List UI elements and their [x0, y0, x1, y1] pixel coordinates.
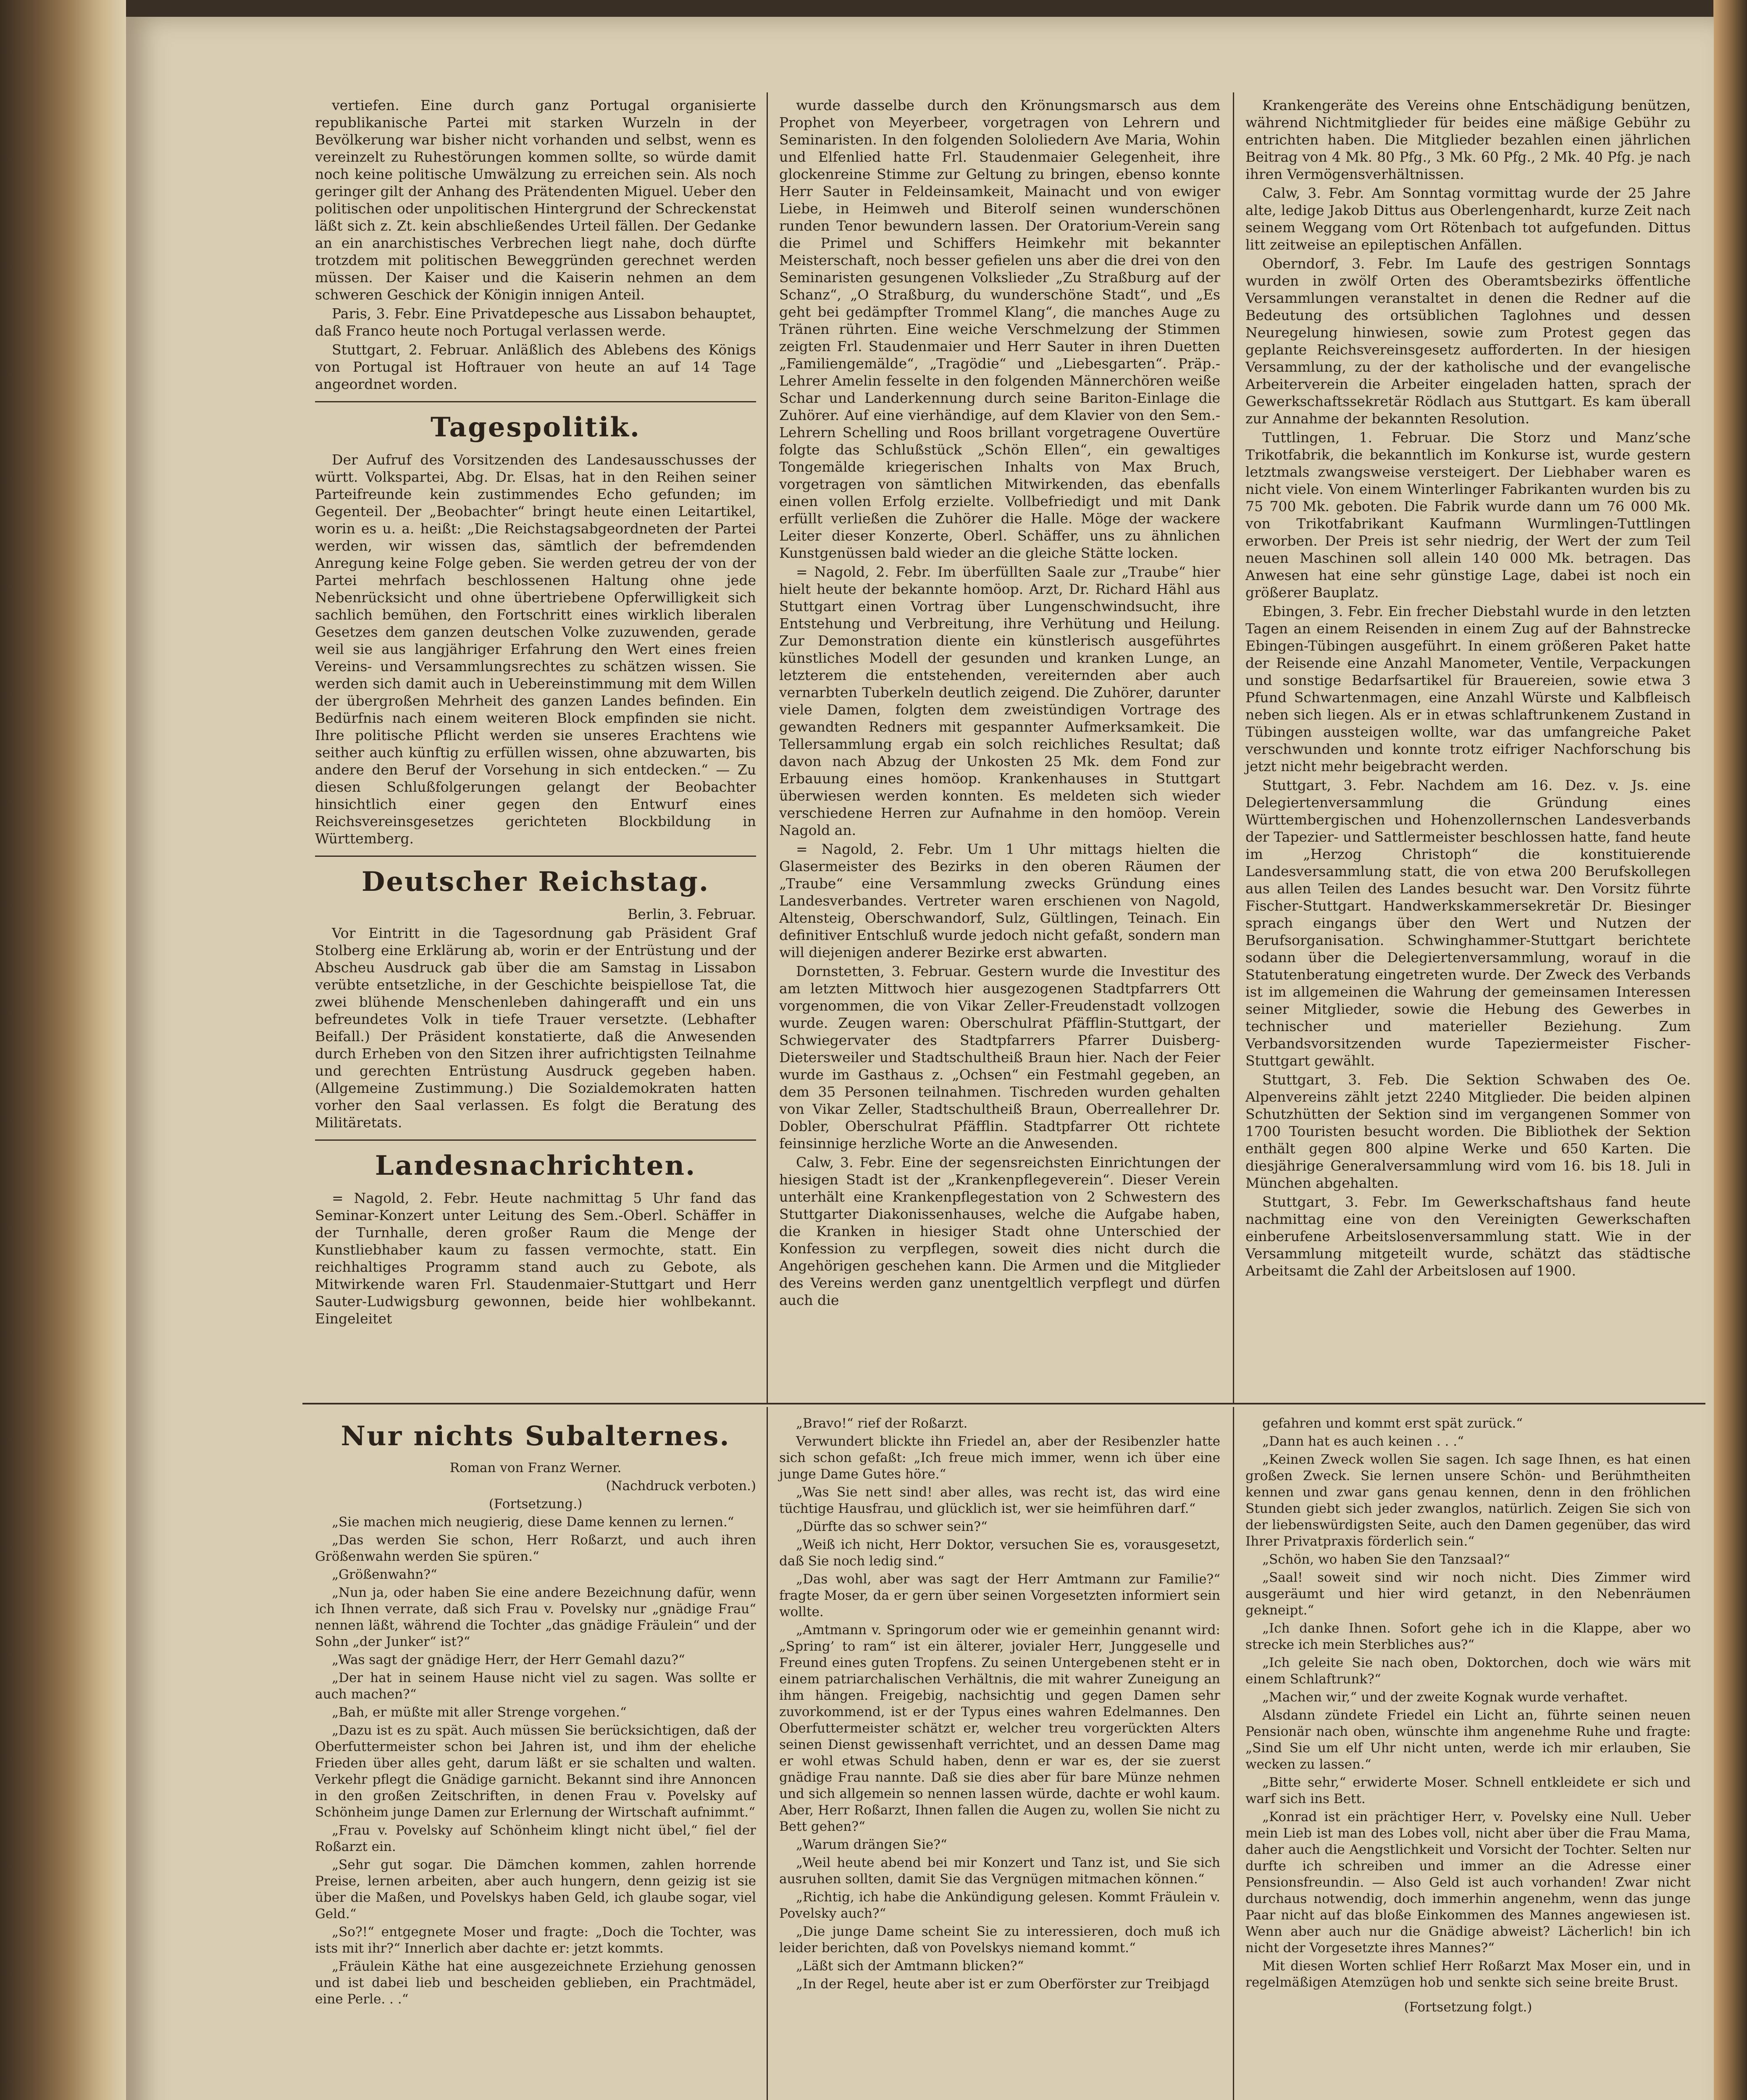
- column-rule: [767, 1407, 768, 2100]
- serial-paragraph: „Bravo!“ rief der Roßarzt.: [796, 1416, 968, 1431]
- section-heading-tagespolitik: Tagespolitik.: [430, 412, 641, 443]
- article-paragraph: Oberndorf, 3. Febr. Im Laufe des gestrigen Sonntags wurden in zwölf Orten des Oberamtsbezirks öffentliche Versammlungen veranstaltet in denen die Redner auf die Bedeutung des ortsüblichen Taglohnes und dessen Neuregelung hinwiesen, sowie zum Protest gegen das geplante Reichsvereinsgesetz aufforderten. In der hiesigen Versammlung, zu der der katholische und der evangelische Arbeiterverein die Arbeiter eingeladen hatten, sprach der Gewerkschaftssekretär Rödlach aus Stuttgart. Es kam überall zur Annahme der bekannten Resolution.: [1245, 255, 1691, 427]
- serial-paragraph: „Bah, er müßte mit aller Strenge vorgehen.“: [332, 1705, 627, 1720]
- serial-paragraph: „Amtmann v. Springorum oder wie er gemeinhin genannt wird: „Spring’ to ram“ ist ein älterer, jovialer Herr, Junggeselle und Freund eines guten Tropfens. Zu seinen Untergebenen steht er in einem patriarchalischen Verhältnis, die mit wahrer Zuneigung an ihm hängen. Freigebig, nachsichtig und gegen Damen sehr zuvorkommend, ist er der Typus eines wahren Edelmannes. Den Oberfuttermeister schätzt er, welcher treu vorgerückten Alters seinen Dienst gewissenhaft verrichtet, und an dessen Dame mag er wohl etwas Schuld haben, denn er war es, der sie zuerst gnädige Frau nannte. Daß sie dies aber für bare Münze nehmen und sich allgemein so nennen lassen würde, dachte er wohl kaum. Aber, Herr Roßarzt, Ihnen fallen die Augen zu, wollen Sie nicht zu Bett gehen?“: [779, 1622, 1220, 1834]
- serial-paragraph: „Weiß ich nicht, Herr Doktor, versuchen Sie es, vorausgesetzt, daß Sie noch ledig sind.“: [779, 1537, 1220, 1569]
- column-rule: [1233, 92, 1234, 1403]
- column-rule: [767, 92, 768, 1403]
- serial-paragraph: „Läßt sich der Amtmann blicken?“: [796, 1958, 1024, 1974]
- serial-paragraph: „Richtig, ich habe die Ankündigung gelesen. Kommt Fräulein v. Povelsky auch?“: [779, 1890, 1220, 1921]
- article-paragraph: Stuttgart, 3. Febr. Im Gewerkschaftshaus fand heute nachmittag eine von den Vereinigten Gewerkschaften einberufene Arbeitslosenversammlung statt. Wie in der Versammlung mitgeteilt wurde, schätzt das städtische Arbeitsamt die Zahl der Arbeitslosen auf 1900.: [1245, 1194, 1691, 1279]
- dateline: Berlin, 3. Februar.: [628, 906, 756, 922]
- serial-paragraph: „Dazu ist es zu spät. Auch müssen Sie berücksichtigen, daß der Oberfuttermeister schon bei Jahren ist, und ihm der eheliche Frieden über alles geht, darum läßt er sie schalten und walten. Verkehr pflegt die Gnädige garnicht. Bekannt sind ihre Annoncen in den großen Zeitschriften, in denen Frau v. Povelsky auf Schönheim junge Damen zur Erlernung der Wirtschaft aufnimmt.“: [315, 1723, 756, 1820]
- to-be-continued-note: (Fortsetzung folgt.): [1404, 2000, 1532, 2015]
- serial-paragraph: „Konrad ist ein prächtiger Herr, v. Povelsky eine Null. Ueber mein Lieb ist man des Lobes voll, nicht aber über die Frau Mama, daher auch die Aengstlichkeit und Vorsicht der Tochter. Selten nur durfte ich schreiben und immer an die Adresse einer Pensionsfreundin. — Also Geld ist auch vorhanden! Zwar nicht durchaus notwendig, doch immerhin angenehm, wenn das junge Paar nicht auf das bloße Einkommen des Mannes angewiesen ist. Wenn aber auch nur die Gnädige abweist? Lächerlich! bin ich nicht der Vorgesetzte ihres Mannes?“: [1245, 1809, 1691, 1956]
- serial-title: Nur nichts Subalternes.: [341, 1420, 730, 1452]
- article-paragraph: Stuttgart, 3. Feb. Die Sektion Schwaben des Oe. Alpenvereins zählt jetzt 2240 Mitglieder. Die beiden alpinen Schutzhütten der Sektion sind im vergangenen Sommer von 1700 Touristen besucht worden. Die Bibliothek der Sektion enthält gegen 800 alpine Werke und 650 Karten. Die diesjährige Generalversammlung wird vom 16. bis 18. Juli in München abgehalten.: [1245, 1071, 1691, 1191]
- serial-paragraph: „Sie machen mich neugierig, diese Dame kennen zu lernen.“: [332, 1515, 734, 1530]
- reprint-note: (Nachdruck verboten.): [606, 1478, 756, 1494]
- article-paragraph: wurde dasselbe durch den Krönungsmarsch aus dem Prophet von Meyerbeer, vorgetragen von Lehrern und Seminaristen. In den folgenden Sololiedern Ave Maria, Wohin und Elfenlied hatte Frl. Staudenmaier Gelegenheit, ihre glockenreine Stimme zur Geltung zu bringen, ebenso konnte Herr Sauter in Feldeinsamkeit, Mainacht und von ewiger Liebe, in Heimweh und Biterolf seinen wunderschönen runden Tenor bewundern lassen. Der Oratorium-Verein sang die Primel und Schiffers Heimkehr mit bekannter Meisterschaft, noch besser gefielen uns aber die drei von den Seminaristen gesungenen Volkslieder „Zu Straßburg auf der Schanz“, „O Straßburg, du wunderschöne Stadt“, und „Es geht bei gedämpfter Trommel Klang“, die manches Auge zu Tränen rührten. Eine weiche Verschmelzung der Stimmen zeigten Frl. Staudenmaier und Herr Sauter in ihren Duetten „Familiengemälde“, „Tragödie“ und „Liebesgarten“. Präp.-Lehrer Amelin fesselte in den folgenden Männerchören weiße Schar und Landerkennung durch seine Bariton-Einlage die Zuhörer. Auf eine vierhändige, auf dem Klavier von den Sem.-Lehrern Schelling und Roos brillant vorgetragene Ouvertüre folgte das Schlußstück „Schön Ellen“, ein gewaltiges Tongemälde kriegerischen Inhalts von Max Bruch, vorgetragen von sämtlichen Mitwirkenden, das ebenfalls einen vollen Erfolg erzielte. Vollbefriedigt und mit Dank erfüllt verließen die Zuhörer die Halle. Möge der wackere Leiter dieser Konzerte, Oberl. Schäffer, uns zu ähnlichen Kunstgenüssen bald wieder an die gleiche Stätte locken.: [779, 97, 1220, 561]
- divider: [315, 401, 756, 402]
- serial-column-3: [1245, 1415, 1691, 2017]
- serial-paragraph: „Dann hat es auch keinen . . .“: [1262, 1434, 1464, 1449]
- serial-paragraph: „Bitte sehr,“ erwiderte Moser. Schnell entkleidete er sich und warf sich ins Bett.: [1245, 1775, 1691, 1806]
- serial-paragraph: „Der hat in seinem Hause nicht viel zu sagen. Was sollte er auch machen?“: [315, 1670, 756, 1702]
- serial-paragraph: „Die junge Dame scheint Sie zu interessieren, doch muß ich leider berichten, daß von Povelskys niemand kommt.“: [779, 1924, 1220, 1956]
- serial-paragraph: „Was Sie nett sind! aber alles, was recht ist, das wird eine tüchtige Hausfrau, und glücklich ist, wer sie heimführen darf.“: [779, 1485, 1220, 1516]
- serial-paragraph: „Machen wir,“ und der zweite Kognak wurde verhaftet.: [1262, 1690, 1628, 1705]
- serial-column-1: [315, 1415, 756, 2009]
- article-paragraph: Krankengeräte des Vereins ohne Entschädigung benützen, während Nichtmitglieder für beides eine mäßige Gebühr zu entrichten haben. Die Mitglieder bezahlen einen jährlichen Beitrag von 4 Mk. 80 Pfg., 3 Mk. 60 Pfg., 2 Mk. 40 Pfg. je nach ihren Vermögensverhältnissen.: [1245, 97, 1691, 182]
- continuation-note: (Fortsetzung.): [489, 1496, 583, 1512]
- serial-paragraph: „Schön, wo haben Sie den Tanzsaal?“: [1262, 1552, 1511, 1567]
- serial-paragraph: „So?!“ entgegnete Moser und fragte: „Doch die Tochter, was ists mit ihr?“ Innerlich aber dachte er: jetzt kommts.: [315, 1924, 756, 1956]
- serial-paragraph: „Frau v. Povelsky auf Schönheim klingt nicht übel,“ fiel der Roßarzt ein.: [315, 1823, 756, 1854]
- article-paragraph: Tuttlingen, 1. Februar. Die Storz und Manz’sche Trikotfabrik, die bekanntlich im Konkurse ist, wurde gestern letztmals zwangsweise versteigert. Der Liebhaber waren es nicht viele. Von einem Winterlinger Fabrikanten wurden bis zu 75 700 Mk. geboten. Die Fabrik wurde dann um 76 000 Mk. von Trikotfabrikant Kaufmann Wurmlingen-Tuttlingen erworben. Der Preis ist sehr niedrig, der Wert der zum Teil neuen Maschinen soll allein 140 000 Mk. betragen. Das Anwesen hat eine sehr günstige Lage, dabei ist noch ein größerer Bauplatz.: [1245, 429, 1691, 601]
- next-page-edge: [1713, 0, 1747, 2100]
- serial-paragraph: „Nun ja, oder haben Sie eine andere Bezeichnung dafür, wenn ich Ihnen verrate, daß sich Frau v. Povelsky nur „gnädige Frau“ nennen läßt, während die Tochter „das gnädige Fräulein“ und der Sohn „der Junker“ ist?“: [315, 1585, 756, 1649]
- serial-paragraph: „Keinen Zweck wollen Sie sagen. Ich sage Ihnen, es hat einen großen Zweck. Sie lernen unsere Schön- und Berühmtheiten kennen und zwar gans genau kennen, denn in den fröhlichen Stunden giebt sich jeder zwanglos, natürlich. Zeigen Sie sich von der liebenswürdigsten Seite, auch den Damen gegenüber, das wird Ihrer Privatpraxis förderlich sein.“: [1245, 1452, 1691, 1549]
- article-paragraph: Calw, 3. Febr. Am Sonntag vormittag wurde der 25 Jahre alte, ledige Jakob Dittus aus Oberlengenhardt, kurze Zeit nach seinem Weggang vom Ort Rötenbach tot aufgefunden. Dittus litt zeitweise an epileptischen Anfällen.: [1245, 185, 1691, 253]
- serial-paragraph: „Sehr gut sogar. Die Dämchen kommen, zahlen horrende Preise, lernen arbeiten, aber auch hungern, denn geizig ist sie über die Maßen, und Povelskys haben Geld, ich glaube sogar, viel Geld.“: [315, 1857, 756, 1922]
- serial-paragraph: „Größenwahn?“: [332, 1567, 437, 1582]
- serial-author: Roman von Franz Werner.: [449, 1460, 622, 1475]
- serial-paragraph: „Saal! soweit sind wir noch nicht. Dies Zimmer wird ausgeräumt und hier wird getanzt, in den Nebenräumen gekneipt.“: [1245, 1570, 1691, 1618]
- section-rule: [302, 1403, 1705, 1404]
- serial-paragraph: „Dürfte das so schwer sein?“: [796, 1519, 988, 1534]
- serial-paragraph: „Ich geleite Sie nach oben, Doktorchen, doch wie wärs mit einem Schlaftrunk?“: [1245, 1655, 1691, 1687]
- serial-paragraph: „In der Regel, heute aber ist er zum Oberförster zur Treibjagd: [796, 1977, 1210, 1992]
- article-paragraph: = Nagold, 2. Febr. Im überfüllten Saale zur „Traube“ hier hielt heute der bekannte homöop. Arzt, Dr. Richard Hähl aus Stuttgart einen Vortrag über Lungenschwindsucht, ihre Entstehung und Verbreitung, ihre Verhütung und Heilung. Zur Demonstration diente ein künstlerisch ausgeführtes künstliches Modell der gesunden und kranken Lunge, an letzterem die entstehenden, vereiternden aber auch vernarbten Tuberkeln deutlich zeigend. Die Zuhörer, darunter viele Damen, folgten dem zweistündigen Vortrage des gewandten Redners mit gespannter Aufmerksamkeit. Die Tellersammlung ergab ein solch reichliches Resultat; daß davon nach Abzug der Unkosten 25 Mk. dem Fond zur Erbauung eines homöop. Krankenhauses in Stuttgart überwiesen werden konnten. Es meldeten sich wieder verschiedene Herren zur Aufnahme in den homöop. Verein Nagold an.: [779, 564, 1220, 838]
- article-paragraph: Vor Eintritt in die Tagesordnung gab Präsident Graf Stolberg eine Erklärung ab, worin er der Entrüstung und der Abscheu Ausdruck gab über die am Samstag in Lissabon verübte entsetzliche, in der Geschichte beispiellose Tat, die zwei blühende Menschenleben dahingerafft und ein uns befreundetes Volk in tiefe Trauer versetzte. (Lebhafter Beifall.) Der Präsident konstatierte, daß die Anwesenden durch Erheben von den Sitzen ihrer aufrichtigsten Teilnahme und gerechten Entrüstung Ausdruck gegeben haben. (Allgemeine Zustimmung.) Die Sozialdemokraten hatten vorher den Saal verlassen. Es folgt die Beratung des Militäretats.: [315, 925, 756, 1131]
- serial-paragraph: Verwundert blickte ihn Friedel an, aber der Resibenzler hatte sich schon gefaßt: „Ich freue mich immer, wenn ich über eine junge Dame Gutes höre.“: [779, 1434, 1220, 1482]
- article-paragraph: Stuttgart, 2. Februar. Anläßlich des Ablebens des Königs von Portugal ist Hoftrauer von heute an auf 14 Tage angeordnet worden.: [315, 341, 756, 392]
- serial-paragraph: „Weil heute abend bei mir Konzert und Tanz ist, und Sie sich ausruhen sollten, damit Sie das Vergnügen mitmachen können.“: [779, 1855, 1220, 1887]
- top-column-1: [315, 97, 756, 1329]
- article-paragraph: Calw, 3. Febr. Eine der segensreichsten Einrichtungen der hiesigen Stadt ist der „Krankenpflegeverein“. Dieser Verein unterhält eine Krankenpflegestation von 2 Schwestern des Stuttgarter Diakonissenhauses, welche die Aufgabe haben, die Kranken in hiesiger Stadt ohne Unterschied der Konfession zu verpflegen, soweit dies nicht durch die Angehörigen geschehen kann. Die Armen und die Mitglieder des Vereins werden ganz unentgeltlich verpflegt und dürfen auch die: [779, 1154, 1220, 1308]
- serial-paragraph: Alsdann zündete Friedel ein Licht an, führte seinen neuen Pensionär nach oben, wünschte ihm angenehme Ruhe und fragte: „Sind Sie um elf Uhr nicht unten, werde ich mir erlauben, Sie wecken zu lassen.“: [1245, 1708, 1691, 1772]
- article-paragraph: Dornstetten, 3. Februar. Gestern wurde die Investitur des am letzten Mittwoch hier ausgezogenen Stadtpfarrers Ott vorgenommen, die von Vikar Zeller-Freudenstadt vollzogen wurde. Zeugen waren: Oberschulrat Pfäfflin-Stuttgart, der Schwiegervater des Stadtpfarrers Pfarrer Duisberg-Dietersweiler und Stadtschultheiß Braun hier. Nach der Feier wurde im Gasthaus z. „Ochsen“ ein Festmahl gegeben, an dem 35 Personen teilnahmen. Tischreden wurden gehalten von Vikar Zeller, Stadtschultheiß Braun, Oberreallehrer Dr. Dobler, Oberschulrat Pfäfflin. Stadtpfarrer Ott richtete feinsinnige herzliche Worte an die Anwesenden.: [779, 963, 1220, 1152]
- article-paragraph: Der Aufruf des Vorsitzenden des Landesausschusses der württ. Volkspartei, Abg. Dr. Elsas, hat in den Reihen seiner Parteifreunde kein zustimmendes Echo gefunden; im Gegenteil. Der „Beobachter“ bringt heute einen Leitartikel, worin es u. a. heißt: „Die Reichstagsabgeordneten der Partei werden, wir wissen das, sämtlich der befremdenden Anregung keine Folge geben. Sie werden getreu der von der Partei mehrfach beschlossenen Haltung ohne jede Nebenrücksicht und ohne übertriebene Opferwilligkeit sich sachlich bemühen, den Fortschritt eines wirklich liberalen Gesetzes dem ganzen deutschen Volke zuzuwenden, gerade weil sie aus langjähriger Erfahrung den Wert eines freien Vereins- und Versammlungsrechtes zu schätzen wissen. Sie werden sich damit auch in Uebereinstimmung mit dem Willen der übergroßen Mehrheit des ganzen Landes befinden. Ein Bedürfnis nach einem weiteren Block empfinden sie nicht. Ihre politische Pflicht werden sie unseres Erachtens wie seither auch künftig zu erfüllen wissen, ohne abzuwarten, bis andere den Beruf der Vorsehung in sich entdecken.“ — Zu diesen Schlußfolgerungen gelangt der Beobachter hinsichtlich einer gegen den Entwurf eines Reichsvereinsgesetzes gerichteten Blockbildung in Württemberg.: [315, 452, 756, 847]
- serial-paragraph: „Ich danke Ihnen. Sofort gehe ich in die Klappe, aber wo strecke ich mein Sterbliches aus?“: [1245, 1621, 1691, 1652]
- serial-paragraph: „Was sagt der gnädige Herr, der Herr Gemahl dazu?“: [332, 1652, 685, 1667]
- divider: [315, 1139, 756, 1141]
- article-paragraph: = Nagold, 2. Febr. Heute nachmittag 5 Uhr fand das Seminar-Konzert unter Leitung des Sem.-Oberl. Schäffer in der Turnhalle, deren großer Raum die Menge der Kunstliebhaber kaum zu fassen vermochte, statt. Ein reichhaltiges Programm stand auch zu Gebote, als Mitwirkende waren Frl. Staudenmaier-Stuttgart und Herr Sauter-Ludwigsburg gewonnen, beide hier wohlbekannt. Eingeleitet: [315, 1190, 756, 1327]
- article-paragraph: = Nagold, 2. Febr. Um 1 Uhr mittags hielten die Glasermeister des Bezirks in den oberen Räumen der „Traube“ eine Versammlung zwecks Gründung eines Landesverbandes. Vertreter waren erschienen von Nagold, Altensteig, Oberschwandorf, Sulz, Gültlingen, Teinach. Ein definitiver Entschluß wurde jedoch nicht gefaßt, sondern man will diejenigen anderer Bezirke erst abwarten.: [779, 841, 1220, 961]
- section-heading-landesnachrichten: Landesnachrichten.: [375, 1150, 696, 1181]
- serial-column-2: [779, 1415, 1220, 1994]
- serial-paragraph: „Das wohl, aber was sagt der Herr Amtmann zur Familie?“ fragte Moser, da er gern über seinen Vorgesetzten informiert sein wollte.: [779, 1572, 1220, 1620]
- article-paragraph: Paris, 3. Febr. Eine Privatdepesche aus Lissabon behauptet, daß Franco heute noch Portugal verlassen werde.: [315, 305, 756, 339]
- article-paragraph: vertiefen. Eine durch ganz Portugal organisierte republikanische Partei mit starken Wurzeln in der Bevölkerung war bisher nicht vorhanden und selbst, wenn es vereinzelt zu Ruhestörungen kommen sollte, so würde damit noch keine politische Umwälzung zu erreichen sein. Als noch geringer gilt der Anhang des Prätendenten Miguel. Ueber den politischen oder unpolitischen Hintergrund der Schreckenstat läßt sich z. Zt. kein abschließendes Urteil fällen. Der Gedanke an ein anarchistisches Verbrechen liegt nahe, doch dürfte trotzdem mit politischen Beweggründen gerechnet werden müssen. Der Kaiser und die Kaiserin nehmen an dem schweren Geschick der Königin innigen Anteil.: [315, 97, 756, 303]
- serial-paragraph: gefahren und kommt erst spät zurück.“: [1262, 1416, 1523, 1431]
- newspaper-page: [126, 17, 1714, 2100]
- serial-paragraph: Mit diesen Worten schlief Herr Roßarzt Max Moser ein, und in regelmäßigen Atemzügen hob und senkte sich seine breite Brust.: [1245, 1958, 1691, 1990]
- book-binding-edge: [0, 0, 126, 2100]
- column-rule: [1233, 1407, 1234, 2100]
- divider: [315, 856, 756, 857]
- serial-paragraph: „Das werden Sie schon, Herr Roßarzt, und auch ihren Größenwahn werden Sie spüren.“: [315, 1533, 756, 1564]
- top-column-3: [1245, 97, 1691, 1281]
- section-heading-reichstag: Deutscher Reichstag.: [361, 866, 710, 898]
- top-column-2: [779, 97, 1220, 1310]
- article-paragraph: Stuttgart, 3. Febr. Nachdem am 16. Dez. v. Js. eine Delegiertenversammlung die Gründung eines Württembergischen und Hohenzollernschen Landesverbands der Tapezier- und Sattlermeister beschlossen hatte, fand heute im „Herzog Christoph“ die konstituierende Landesversammlung statt, die von etwa 200 Berufskollegen aus allen Teilen des Landes besucht war. Den Vorsitz führte Fischer-Stuttgart. Handwerkskammersekretär Dr. Biesinger sprach eingangs über den Wert und Nutzen der Berufsorganisation. Schwinghammer-Stuttgart berichtete sodann über die Delegiertenversammlung, worauf in die Statutenberatung eingetreten wurde. Der Zweck des Verbands ist im allgemeinen die Wahrung der gemeinsamen Interessen seiner Mitglieder, sowie die Hebung des Gewerbes in technischer und materieller Beziehung. Zum Verbandsvorsitzenden wurde Tapeziermeister Fischer-Stuttgart gewählt.: [1245, 777, 1691, 1069]
- article-paragraph: Ebingen, 3. Febr. Ein frecher Diebstahl wurde in den letzten Tagen an einem Reisenden in einem Zug auf der Bahnstrecke Ebingen-Tübingen ausgeführt. In einem größeren Paket hatte der Reisende eine Anzahl Manometer, Ventile, Verpackungen und sonstige Bedarfsartikel für Brauereien, sowie etwa 3 Pfund Schwartenmagen, eine Anzahl Würste und Kalbfleisch neben sich liegen. Als er in etwas schlaftrunkenem Zustand in Tübingen aussteigen wollte, war das umfangreiche Paket verschwunden und konnte trotz eifriger Nachforschung bis jetzt nicht mehr beigebracht werden.: [1245, 603, 1691, 774]
- serial-paragraph: „Warum drängen Sie?“: [796, 1837, 947, 1852]
- serial-paragraph: „Fräulein Käthe hat eine ausgezeichnete Erziehung genossen und ist dabei lieb und bescheiden geblieben, ein Prachtmädel, eine Perle. . .“: [315, 1959, 756, 2007]
